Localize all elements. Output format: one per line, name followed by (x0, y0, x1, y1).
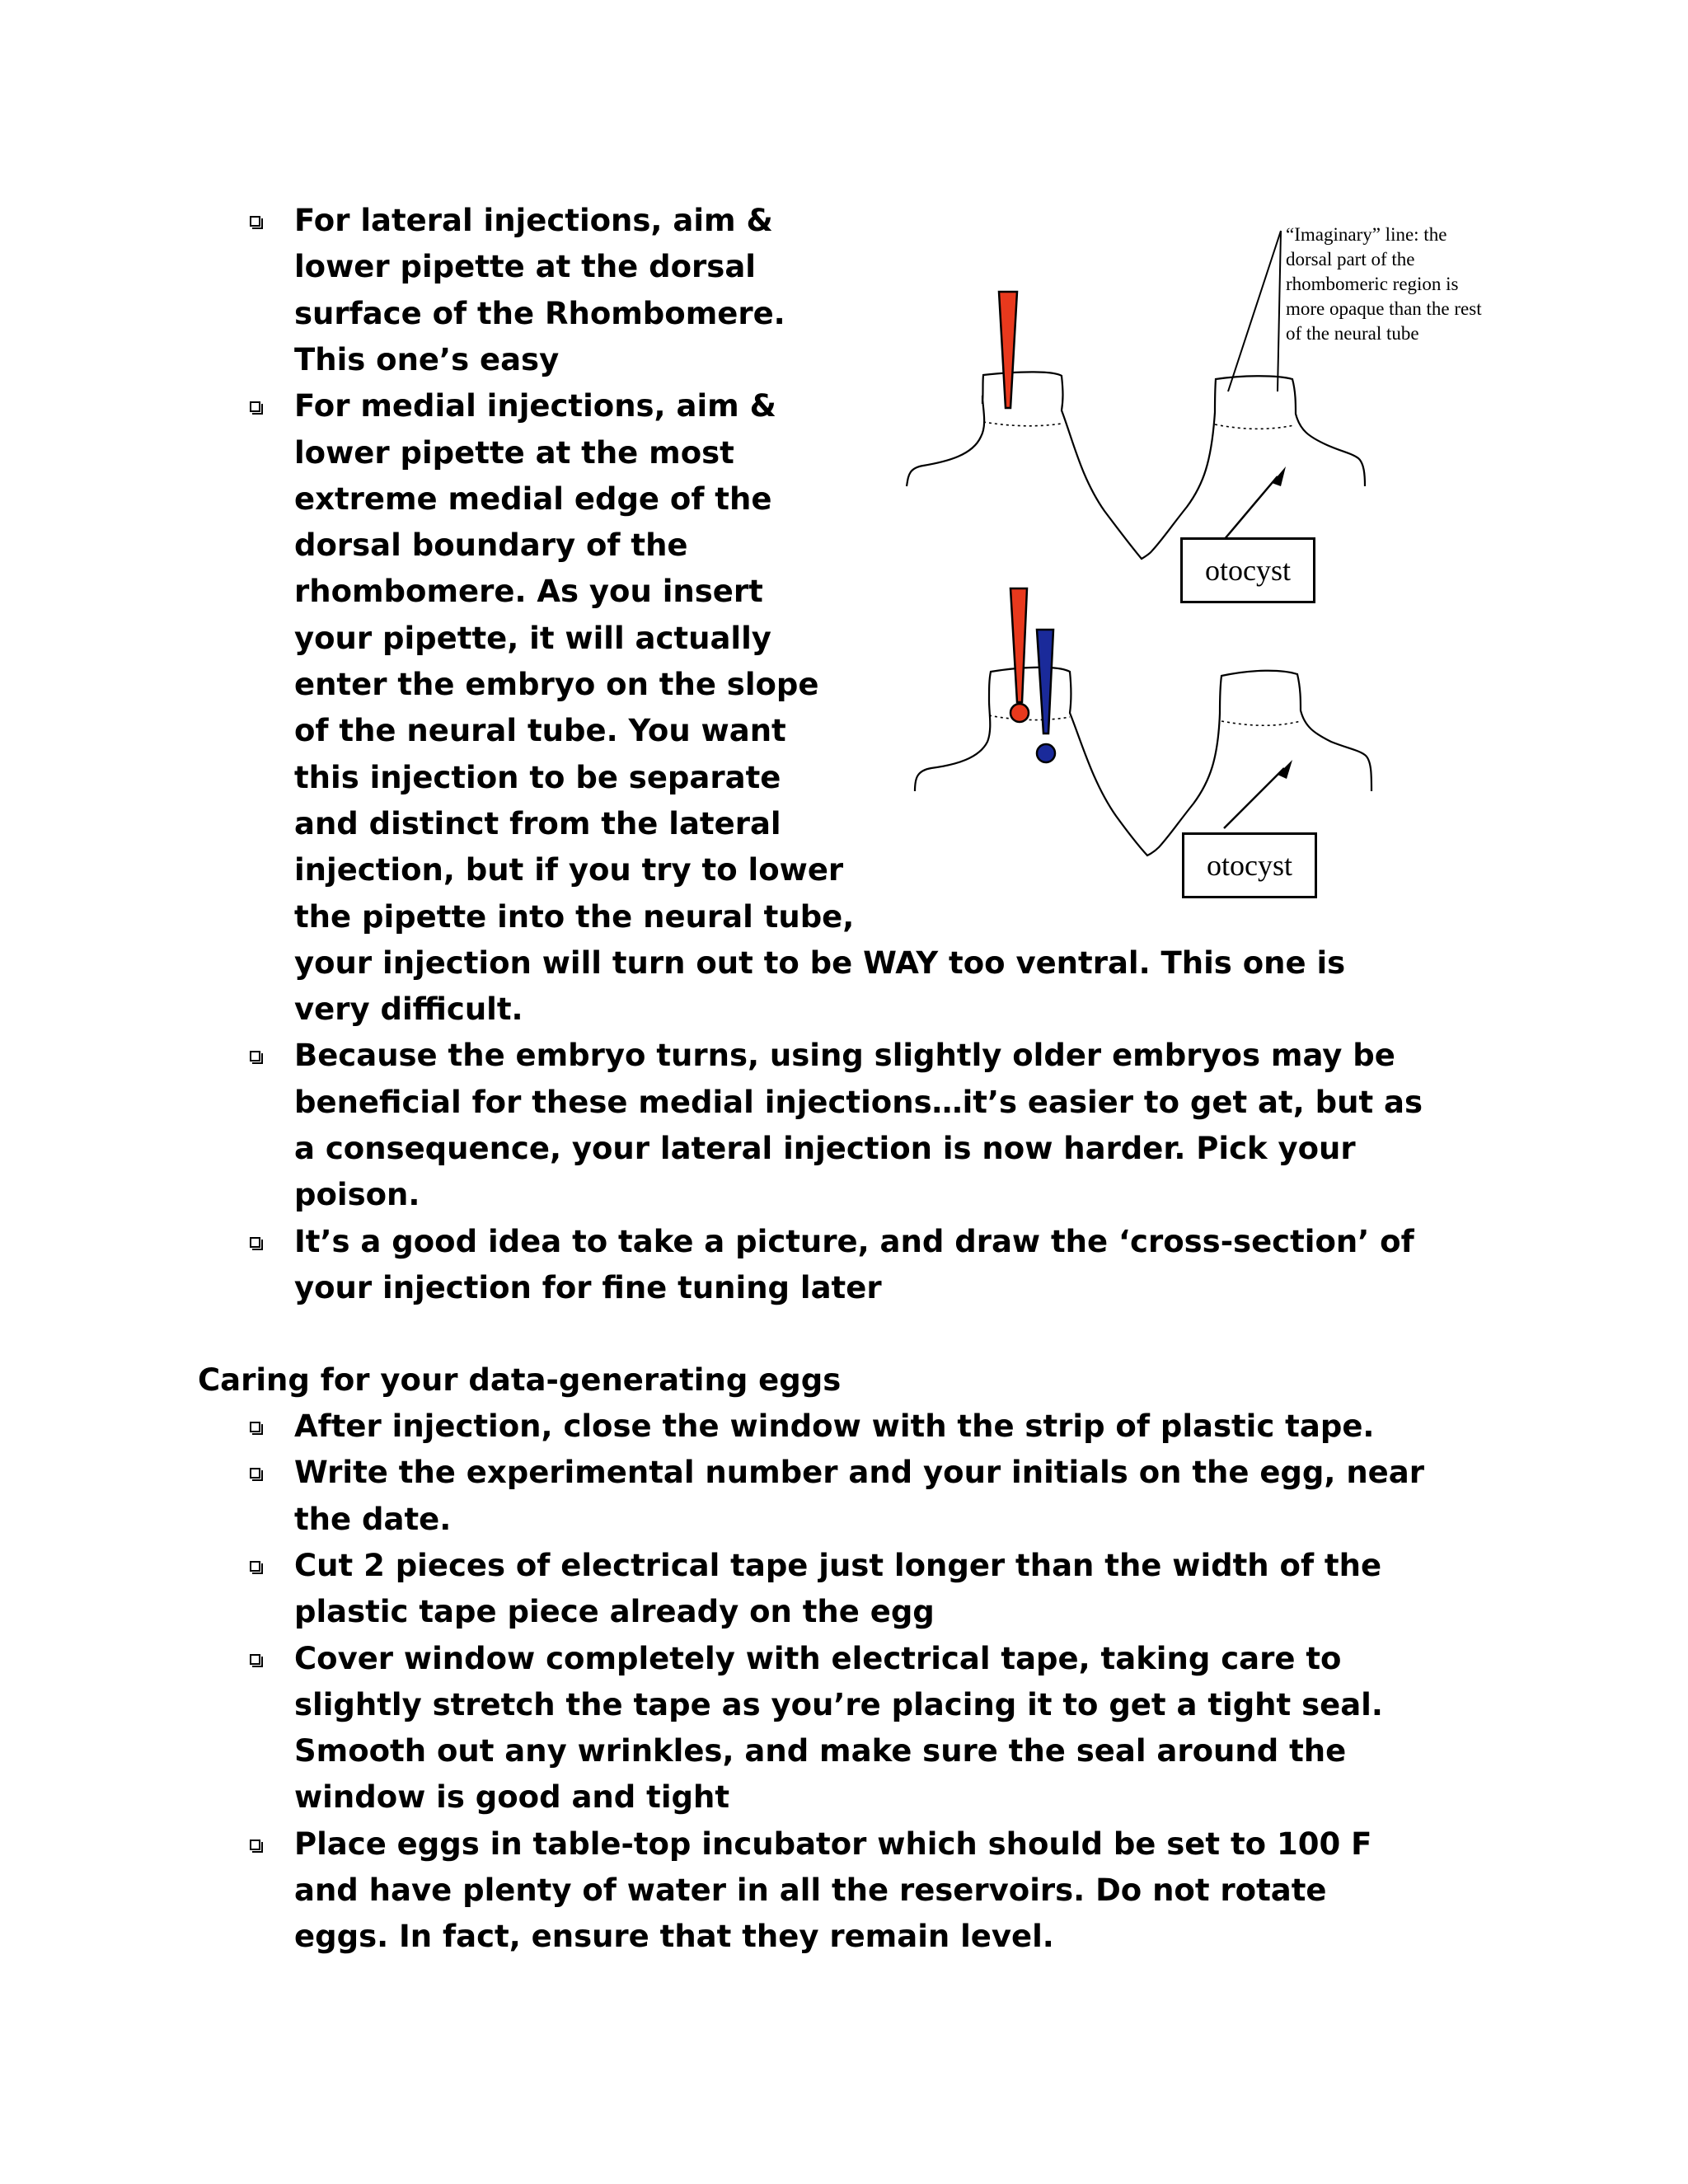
checkbox-bullet-icon (250, 1654, 260, 1665)
bullet-text-line: surface of the Rhombomere. (294, 295, 785, 331)
bullet-text-line: enter the embryo on the slope (294, 667, 819, 702)
bullet-text-line: For medial injections, aim & (294, 388, 776, 424)
section-heading-caring: Caring for your data-generating eggs (198, 1362, 842, 1398)
bullet-text-line: and have plenty of water in all the reservoirs. Do not rotate (294, 1872, 1327, 1908)
bullet-text-line: the pipette into the neural tube, (294, 898, 855, 935)
checkbox-bullet-icon (250, 1422, 260, 1432)
bullet-text-line: this injection to be separate (294, 759, 781, 795)
dotted-dorsal-line-top (983, 422, 1062, 426)
bullet-text-line: For lateral injections, aim & (294, 203, 773, 238)
checkbox-bullet-icon (250, 1051, 260, 1062)
neural-tube-outline-bottom (915, 668, 1372, 855)
bullet-text-line: It’s a good idea to take a picture, and draw the ‘cross-section’ of (294, 1223, 1414, 1259)
annotation-leader-line-2 (1278, 231, 1281, 391)
red-injection-dot (1010, 704, 1029, 722)
bullet-text-line: your injection for fine tuning later (294, 1269, 882, 1305)
otocyst-arrow-top (1224, 476, 1278, 540)
bullet-text-line: Write the experimental number and your initials on the egg, near (294, 1455, 1424, 1491)
medial-pipette-marker (1037, 630, 1055, 762)
arrowhead-top (1272, 466, 1286, 486)
checkbox-bullet-icon (250, 216, 260, 227)
annotation-leader-line-1 (1228, 231, 1281, 391)
otocyst-label-top: otocyst (1180, 537, 1315, 603)
blue-pipette (1037, 630, 1053, 733)
dotted-dorsal-line-top-right (1215, 424, 1294, 429)
red-pipette-bottom (1010, 588, 1027, 702)
checkbox-bullet-icon (250, 1237, 260, 1248)
bullet-text-line: your injection will turn out to be WAY too ventral. This one is (294, 944, 1346, 981)
imaginary-line-annotation: “Imaginary” line: the dorsal part of the rhombomeric region is more opaque than the rest of the neural tube (1286, 224, 1482, 344)
bullet-text-line: beneficial for these medial injections…it’s easier to get at, but as (294, 1084, 1423, 1120)
bullet-text-line: plastic tape piece already on the egg (294, 1594, 935, 1630)
bullet-text-line: very difficult. (294, 991, 523, 1028)
bullet-text-line: and distinct from the lateral (294, 805, 781, 841)
bullet-text-line: dorsal boundary of the (294, 527, 688, 564)
bullet-text-line: injection, but if you try to lower (294, 852, 844, 888)
bullet-text-line: eggs. In fact, ensure that they remain level. (294, 1919, 1054, 1955)
bullet-text-line: lower pipette at the most (294, 434, 734, 471)
bullet-text-line: your pipette, it will actually (294, 620, 771, 656)
bullet-text-line: Cover window completely with electrical tape, taking care to (294, 1640, 1342, 1676)
checkbox-bullet-icon (250, 1840, 260, 1850)
otocyst-label-bottom: otocyst (1182, 832, 1317, 898)
bullet-text-line: Because the embryo turns, using slightly older embryos may be (294, 1038, 1395, 1074)
bullet-text-line: lower pipette at the dorsal (294, 249, 756, 285)
blue-injection-dot (1037, 744, 1055, 762)
otocyst-arrow-bottom (1224, 768, 1284, 828)
dotted-dorsal-line-bottom (989, 715, 1070, 720)
dotted-dorsal-line-bottom-right (1221, 721, 1301, 725)
bullet-text-line: This one’s easy (294, 341, 560, 377)
bullet-text-line: Place eggs in table-top incubator which should be set to 100 F (294, 1825, 1372, 1862)
bullet-text-line: Cut 2 pieces of electrical tape just longer than the width of the (294, 1547, 1382, 1583)
arrowheads (1272, 466, 1292, 779)
bullet-text-line: the date. (294, 1501, 452, 1537)
checkbox-bullet-icon (250, 401, 260, 412)
bullet-text-line: Smooth out any wrinkles, and make sure the seal around the (294, 1733, 1347, 1769)
bullet-text-line: After injection, close the window with the strip of plastic tape. (294, 1408, 1375, 1444)
bullet-text-line: rhombomere. As you insert (294, 574, 763, 610)
bullet-text-line: poison. (294, 1177, 420, 1213)
bullet-text-line: a consequence, your lateral injection is now harder. Pick your (294, 1131, 1356, 1166)
lateral-pipette-marker-top (999, 292, 1017, 408)
bullet-text-line: of the neural tube. You want (294, 713, 786, 749)
bullet-text-line: extreme medial edge of the (294, 480, 772, 517)
neural-tube-outline-top (907, 372, 1365, 559)
red-pipette-top (999, 292, 1017, 408)
checkbox-bullet-icon (250, 1468, 260, 1479)
bullet-text-line: window is good and tight (294, 1779, 730, 1816)
lateral-pipette-marker-bottom (1010, 588, 1029, 722)
checkbox-bullet-icon (250, 1561, 260, 1572)
bullet-text-line: slightly stretch the tape as you’re placing it to get a tight seal. (294, 1686, 1383, 1722)
arrowhead-bottom (1278, 760, 1292, 779)
